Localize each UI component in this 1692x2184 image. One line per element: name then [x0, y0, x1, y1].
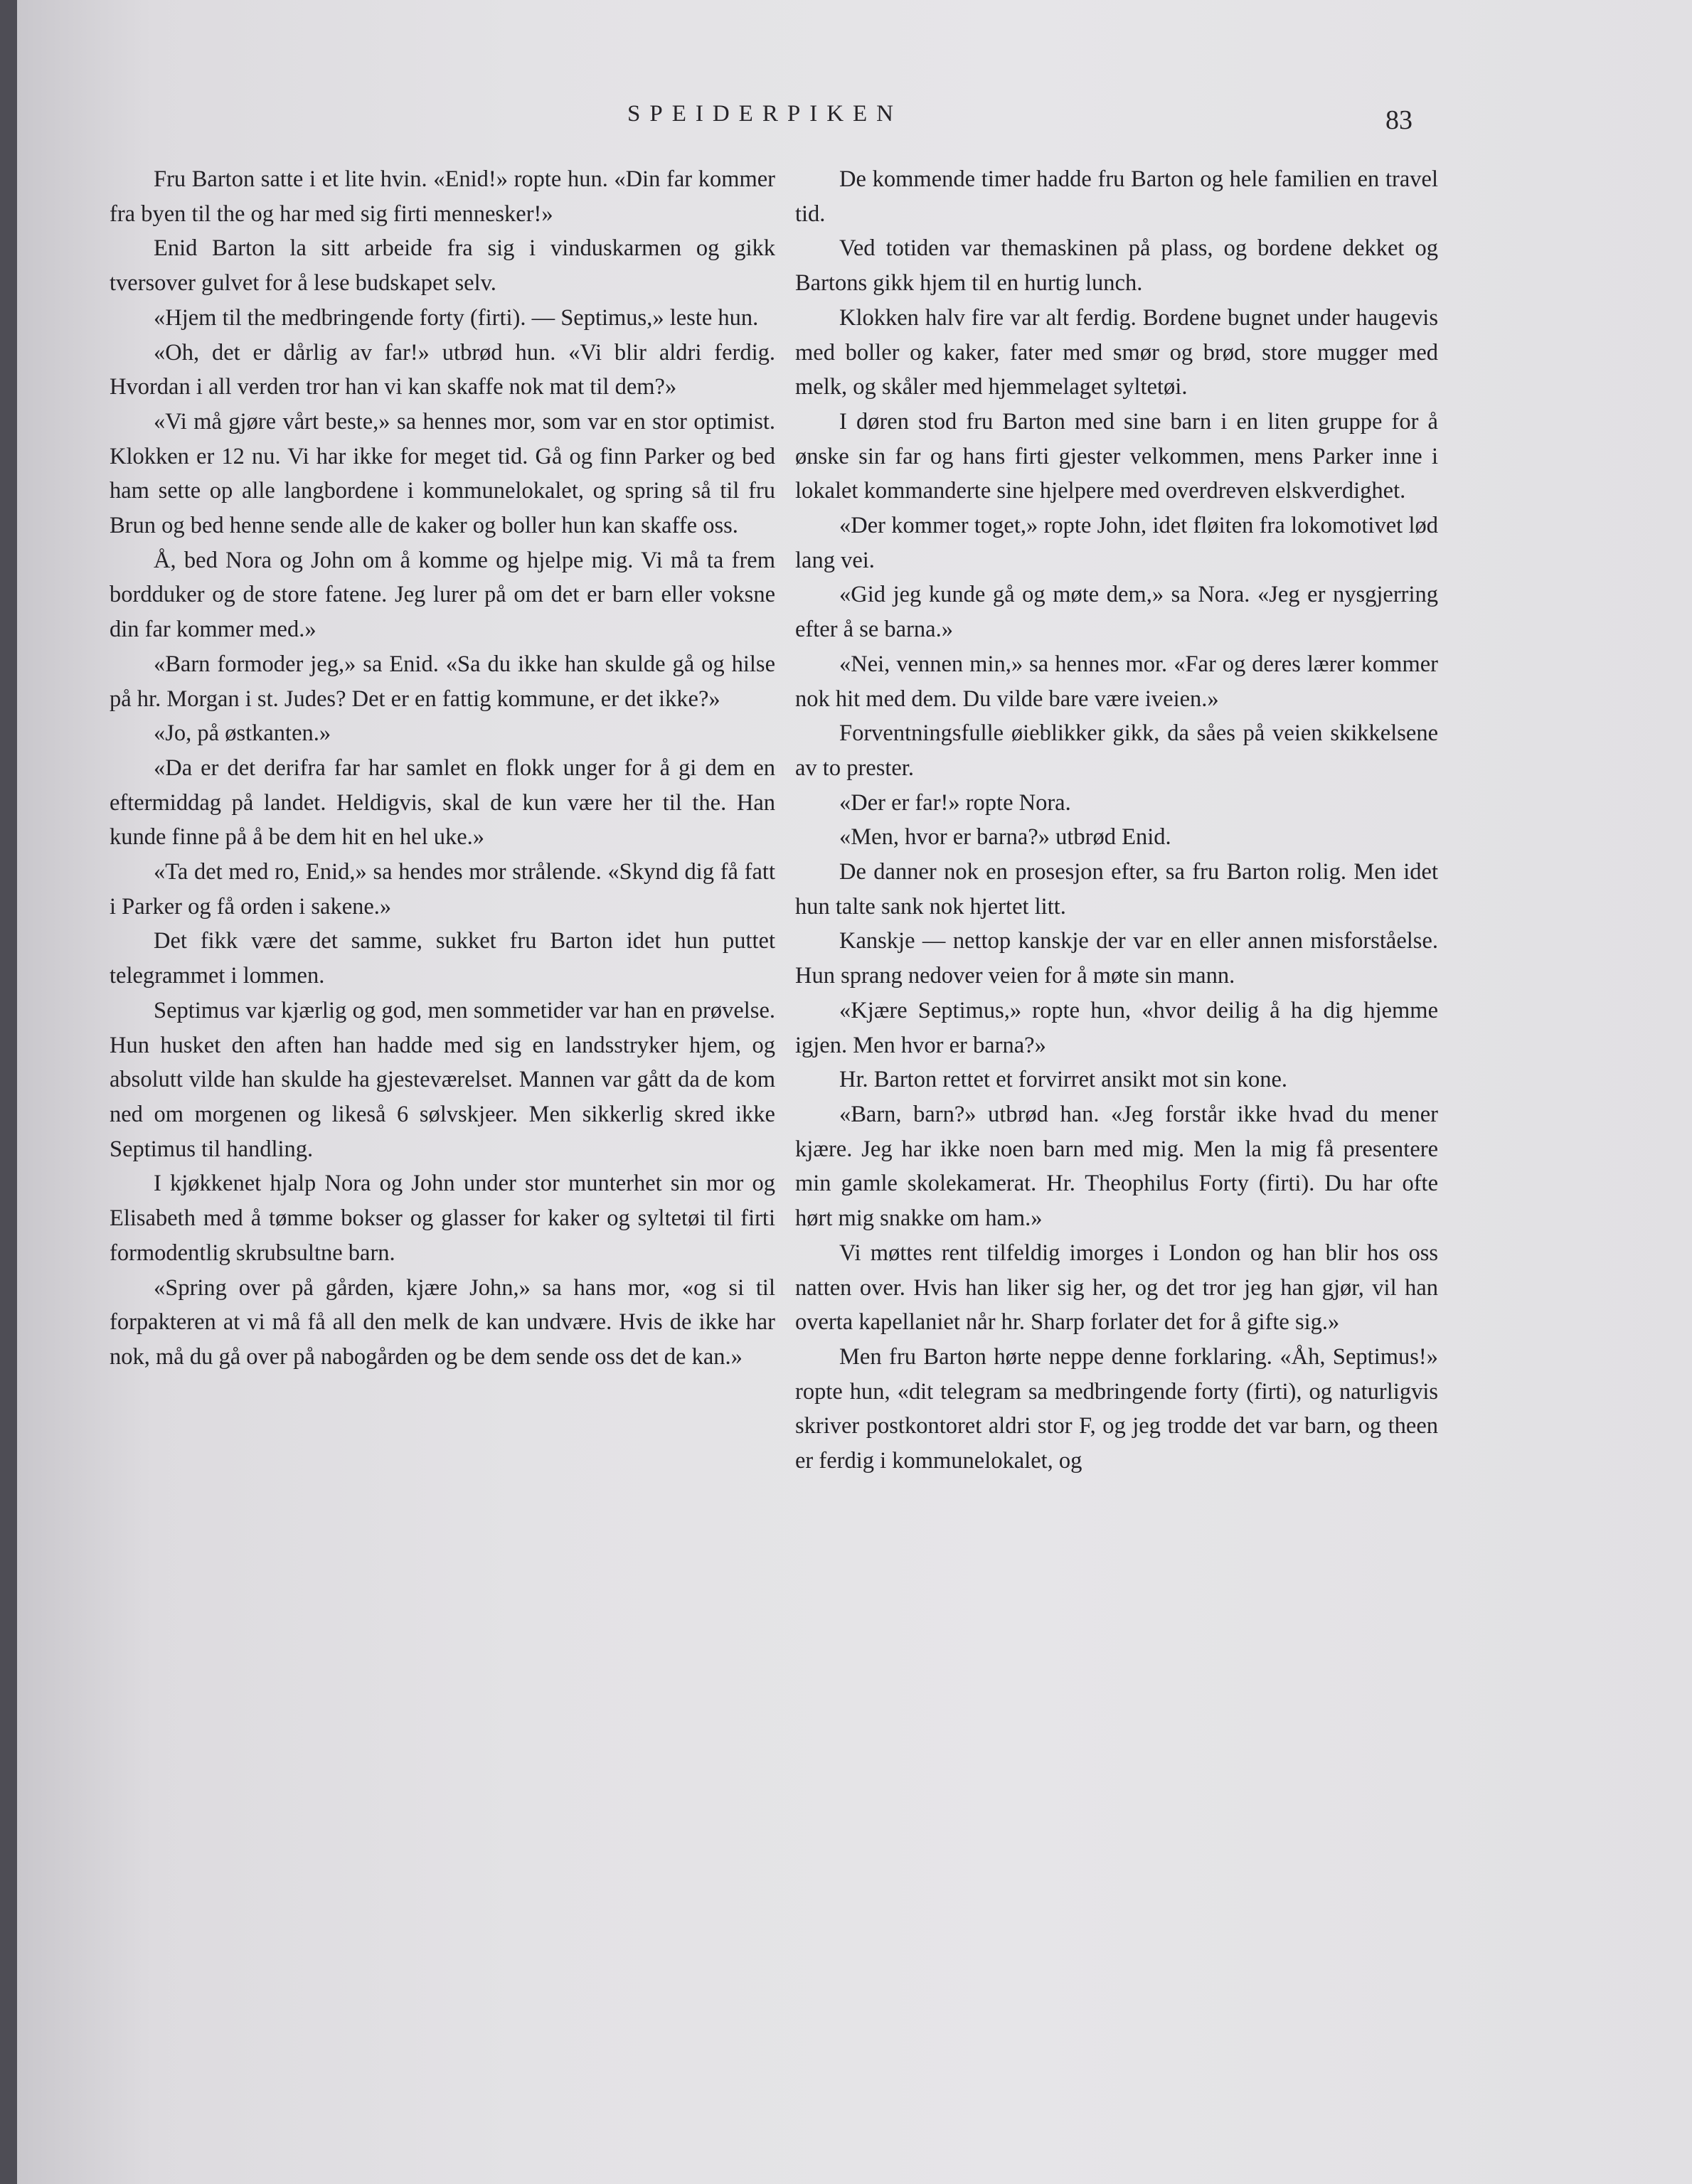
paragraph: «Da er det derifra far har samlet en flokk unger for å gi dem en eftermiddag på landet. Heldigvis, skal de kun være her til the. Han kunde finne på å be dem hit en hel uke.»: [110, 755, 775, 851]
paragraph: «Vi må gjøre vårt beste,» sa hennes mor, som var en stor optimist. Klokken er 12 nu. Vi har ikke for meget tid. Gå og finn Parker og bed ham sette op alle langbordene i kommunelokalet, og spring så til fru Brun og bed henne sende alle de kaker og boller hun kan skaffe oss.: [110, 408, 775, 539]
paragraph: Det fikk være det samme, sukket fru Barton idet hun puttet telegrammet i lommen.: [110, 928, 775, 989]
page-number: 83: [1385, 105, 1412, 135]
paragraph: «Oh, det er dårlig av far!» utbrød hun. «Vi blir aldri ferdig. Hvordan i all verden tror han vi kan skaffe nok mat til dem?»: [110, 339, 775, 400]
paragraph: «Spring over på gården, kjære John,» sa hans mor, «og si til forpakteren at vi må få all den melk de kan undvære. Hvis de ikke har nok, må du gå over på nabogården og be dem sende oss det de kan.»: [110, 1274, 775, 1370]
paragraph: Septimus var kjærlig og god, men sommetider var han en prøvelse. Hun husket den aften han hadde med sig en landsstryker hjem, og absolutt vilde han skulde ha gjesteværelset. Mannen var gått da de kom ned om morgenen og likeså 6 sølvskjeer. Men sikkerlig skred ikke Septimus til handling.: [110, 997, 775, 1162]
paragraph: «Kjære Septimus,» ropte hun, «hvor deilig å ha dig hjemme igjen. Men hvor er barna?»: [795, 997, 1438, 1058]
paragraph: «Der kommer toget,» ropte John, idet fløiten fra lokomotivet lød lang vei.: [795, 513, 1438, 573]
paragraph: De danner nok en prosesjon efter, sa fru Barton rolig. Men idet hun talte sank nok hjertet litt.: [795, 859, 1438, 920]
paragraph: Kanskje — nettop kanskje der var en eller annen misforståelse. Hun sprang nedover veien for å møte sin mann.: [795, 928, 1438, 989]
left-text-column: [110, 162, 775, 1375]
paragraph: «Jo, på østkanten.»: [154, 720, 331, 747]
paragraph: «Barn, barn?» utbrød han. «Jeg forstår ikke hvad du mener kjære. Jeg har ikke noen barn med mig. Men la mig få presentere min gamle skolekamerat. Hr. Theophilus Forty (firti). Du har ofte hørt mig snakke om ham.»: [795, 1101, 1438, 1232]
paragraph: I kjøkkenet hjalp Nora og John under stor munterhet sin mor og Elisabeth med å tømme bokser og glasser for kaker og syltetøi til firti formodentlig skrubsultne barn.: [110, 1171, 775, 1266]
book-page: [17, 0, 1692, 2184]
paragraph: Klokken halv fire var alt ferdig. Bordene bugnet under haugevis med boller og kaker, fater med smør og brød, store mugger med melk, og skåler med hjemmelaget syltetøi.: [795, 304, 1438, 400]
paragraph: Å, bed Nora og John om å komme og hjelpe mig. Vi må ta frem bordduker og de store fatene. Jeg lurer på om det er barn eller voksne din far kommer med.»: [110, 547, 775, 643]
paragraph: Hr. Barton rettet et forvirret ansikt mot sin kone.: [839, 1067, 1287, 1093]
paragraph: Men fru Barton hørte neppe denne forklaring. «Åh, Septimus!» ropte hun, «dit telegram sa medbringende forty (firti), og naturligvis skriver postkontoret aldri stor F, og jeg trodde det var barn, og theen er ferdig i kommunelokalet, og: [795, 1343, 1438, 1474]
running-title: SPEIDERPIKEN: [627, 101, 903, 127]
paragraph: Enid Barton la sitt arbeide fra sig i vinduskarmen og gikk tversover gulvet for å lese budskapet selv.: [110, 235, 775, 297]
paragraph: Vi møttes rent tilfeldig imorges i London og han blir hos oss natten over. Hvis han liker sig her, og det tror jeg han gjør, vil han overta kapellaniet når hr. Sharp forlater det for å gifte sig.»: [795, 1240, 1438, 1336]
right-text-column: [795, 162, 1438, 1479]
paragraph: De kommende timer hadde fru Barton og hele familien en travel tid.: [795, 166, 1438, 227]
paragraph: «Barn formoder jeg,» sa Enid. «Sa du ikke han skulde gå og hilse på hr. Morgan i st. Judes? Det er en fattig kommune, er det ikke?»: [110, 651, 775, 712]
paragraph: Forventningsfulle øieblikker gikk, da såes på veien skikkelsene av to prester.: [795, 720, 1438, 781]
paragraph: Ved totiden var themaskinen på plass, og bordene dekket og Bartons gikk hjem til en hurtig lunch.: [795, 235, 1438, 297]
paragraph: «Nei, vennen min,» sa hennes mor. «Far og deres lærer kommer nok hit med dem. Du vilde bare være iveien.»: [795, 651, 1438, 712]
paragraph: «Men, hvor er barna?» utbrød Enid.: [839, 824, 1171, 851]
paragraph: «Der er far!» ropte Nora.: [839, 789, 1071, 816]
paragraph: «Hjem til the medbringende forty (firti). — Septimus,» leste hun.: [154, 304, 759, 331]
paragraph: Fru Barton satte i et lite hvin. «Enid!» ropte hun. «Din far kommer fra byen til the og har med sig firti mennesker!»: [110, 166, 775, 227]
paragraph: «Ta det med ro, Enid,» sa hendes mor strålende. «Skynd dig få fatt i Parker og få orden i sakene.»: [110, 859, 775, 920]
paragraph: «Gid jeg kunde gå og møte dem,» sa Nora. «Jeg er nysgjerring efter å se barna.»: [795, 582, 1438, 643]
paragraph: I døren stod fru Barton med sine barn i en liten gruppe for å ønske sin far og hans firti gjester velkommen, mens Parker inne i lokalet kommanderte sine hjelpere med overdreven elskverdighet.: [795, 408, 1438, 504]
